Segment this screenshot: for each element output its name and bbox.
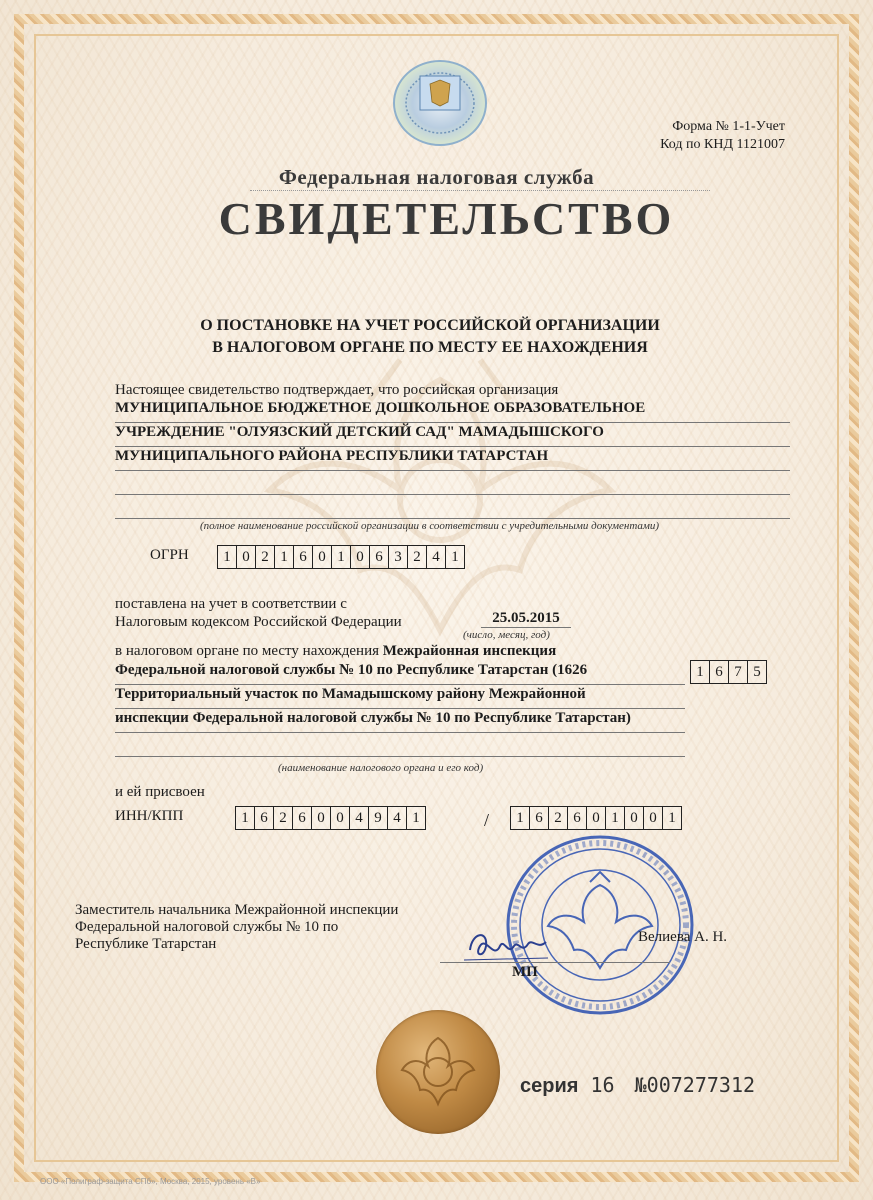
authority-intro: в налоговом органе по месту нахождения: [115, 643, 380, 659]
inn-digit: 6: [254, 806, 274, 830]
kpp-digit: 1: [662, 806, 682, 830]
kpp-digit: 1: [605, 806, 625, 830]
ogrn-digit: 0: [312, 545, 332, 569]
registration-date-caption: (число, месяц, год): [463, 629, 550, 641]
inn-digit: 4: [349, 806, 369, 830]
kpp-value: [510, 806, 681, 830]
kpp-digit: 6: [529, 806, 549, 830]
number-sign: №: [634, 1073, 647, 1097]
ogrn-digit: 2: [407, 545, 427, 569]
ogrn-digit: 1: [217, 545, 237, 569]
inn-value: [235, 806, 425, 830]
authority-blank-line: [115, 734, 685, 757]
inn-digit: 1: [235, 806, 255, 830]
registration-line-2: Налоговым кодексом Российской Федерации: [115, 614, 402, 630]
ogrn-digit: 1: [331, 545, 351, 569]
ogrn-digit: 6: [369, 545, 389, 569]
authority-line-4: инспекции Федеральной налоговой службы № 10 по Республике Татарстан): [115, 710, 685, 733]
inn-digit: 6: [292, 806, 312, 830]
mp-label: МП: [512, 964, 538, 980]
kpp-digit: 2: [548, 806, 568, 830]
signature-line: [440, 962, 670, 963]
agency-name: Федеральная налоговая служба: [278, 165, 595, 189]
ogrn-digit: 1: [445, 545, 465, 569]
signatory-title-line-3: Республике Татарстан: [75, 936, 217, 952]
eagle-seal-icon: [376, 1010, 500, 1134]
inn-assigned-text: и ей присвоен: [115, 784, 205, 800]
inn-digit: 4: [387, 806, 407, 830]
ogrn-digit: 4: [426, 545, 446, 569]
document-title: СВИДЕТЕЛЬСТВО: [218, 193, 675, 244]
kpp-digit: 6: [567, 806, 587, 830]
agency-underline: [250, 190, 710, 191]
series-number-block: [520, 1073, 755, 1098]
organization-blank-line-1: [115, 472, 790, 495]
inn-kpp-label: ИНН/КПП: [115, 808, 184, 824]
authority-caption: (наименование налогового органа и его код): [278, 762, 484, 774]
kpp-digit: 0: [643, 806, 663, 830]
subtitle-line-2: В НАЛОГОВОМ ОРГАНЕ ПО МЕСТУ ЕЕ НАХОЖДЕНИЯ: [212, 339, 648, 356]
organization-name-line-2: УЧРЕЖДЕНИЕ "ОЛУЯЗСКИЙ ДЕТСКИЙ САД" МАМАДЫШСКОГО: [115, 424, 790, 447]
ogrn-digit: 2: [255, 545, 275, 569]
ogrn-label: ОГРН: [150, 547, 189, 563]
hologram-emblem-icon: [390, 58, 490, 148]
inn-digit: 0: [311, 806, 331, 830]
subtitle-line-1: О ПОСТАНОВКЕ НА УЧЕТ РОССИЙСКОЙ ОРГАНИЗАЦИИ: [200, 317, 660, 334]
inn-kpp-separator: /: [484, 810, 490, 830]
knd-code: Код по КНД 1121007: [660, 137, 785, 152]
ogrn-digit: 1: [274, 545, 294, 569]
signatory-title-line-2: Федеральной налоговой службы № 10 по: [75, 919, 339, 935]
authority-code: [690, 660, 766, 684]
organization-blank-line-2: [115, 496, 790, 519]
kpp-digit: 0: [586, 806, 606, 830]
authority-line-2: Федеральной налоговой службы № 10 по Республике Татарстан (1626: [115, 662, 685, 685]
document-subtitle: [0, 315, 860, 359]
inn-digit: 1: [406, 806, 426, 830]
organization-name-line-1: МУНИЦИПАЛЬНОЕ БЮДЖЕТНОЕ ДОШКОЛЬНОЕ ОБРАЗОВАТЕЛЬНОЕ: [115, 400, 790, 423]
signatory-title-line-1: Заместитель начальника Межрайонной инспекции: [75, 902, 399, 918]
gold-seal: [376, 1010, 500, 1134]
organization-name-caption: (полное наименование российской организации в соответствии с учредительными документами): [200, 520, 660, 532]
ogrn-digit: 0: [236, 545, 256, 569]
inn-digit: 2: [273, 806, 293, 830]
printer-note: ООО «Полиграф-защита СПб», Москва, 2015, уровень «В»: [40, 1177, 261, 1186]
ogrn-digit: 0: [350, 545, 370, 569]
form-number: Форма № 1-1-Учет: [672, 119, 785, 134]
authority-part-1: Межрайонная инспекция: [382, 643, 557, 659]
organization-intro: Настоящее свидетельство подтверждает, что российская организация: [115, 382, 559, 398]
authority-code-digit: 5: [747, 660, 767, 684]
ogrn-value: [217, 545, 464, 569]
authority-line-3: Территориальный участок по Мамадышскому району Межрайонной: [115, 686, 685, 709]
document-number: 007277312: [646, 1073, 756, 1097]
kpp-digit: 0: [624, 806, 644, 830]
organization-name-line-3: МУНИЦИПАЛЬНОГО РАЙОНА РЕСПУБЛИКИ ТАТАРСТАН: [115, 448, 790, 471]
authority-code-digit: 7: [728, 660, 748, 684]
series-code: 16: [590, 1073, 615, 1097]
signatory-title: [75, 902, 398, 953]
authority-line-1: [115, 643, 556, 660]
inn-digit: 9: [368, 806, 388, 830]
inn-digit: 0: [330, 806, 350, 830]
authority-code-digit: 1: [690, 660, 710, 684]
series-label: серия: [520, 1075, 579, 1097]
registration-date: 25.05.2015: [481, 610, 571, 628]
authority-code-digit: 6: [709, 660, 729, 684]
signatory-name: Велиева А. Н.: [638, 929, 728, 945]
ogrn-digit: 3: [388, 545, 408, 569]
registration-line-1: поставлена на учет в соответствии с: [115, 596, 347, 612]
form-code-block: [660, 118, 785, 154]
kpp-digit: 1: [510, 806, 530, 830]
ogrn-digit: 6: [293, 545, 313, 569]
